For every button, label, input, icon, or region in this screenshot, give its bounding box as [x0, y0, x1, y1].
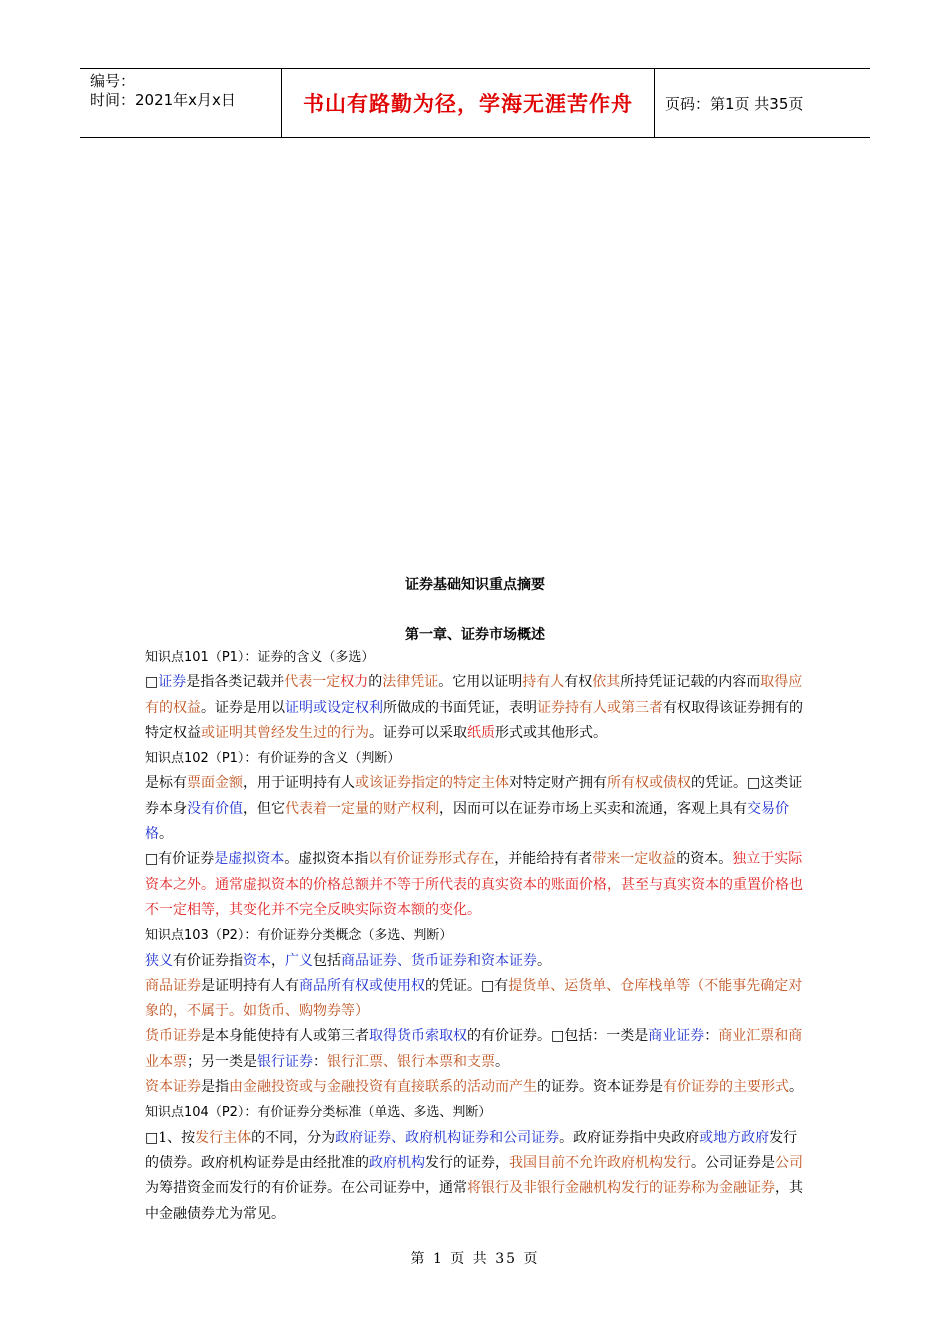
text-run: 商业汇票和商业本票	[145, 1028, 803, 1070]
text-run: ，并能给持有者	[494, 851, 593, 868]
text-run: 有权	[564, 674, 593, 691]
doc-number-label: 编号：	[90, 72, 136, 90]
text-run: ，用于证明持有人	[243, 775, 355, 792]
text-run: 有权取得该证券拥有的特定权益	[145, 699, 803, 741]
text-run: 资本	[243, 952, 271, 969]
text-run: 财产权利	[383, 800, 439, 817]
text-run: 提货单、运货单、仓库栈单等（不能事先确定对象的，不属于。如货币、购物券等）	[145, 977, 803, 1020]
text-run: 资本证券	[145, 1079, 201, 1096]
text-run: 。证券是用以	[201, 699, 285, 716]
text-run: 我国目前不允许政府机构发行	[509, 1154, 691, 1171]
kp103-paragraph-2	[145, 974, 810, 1025]
text-run: 是指各类记载并	[186, 674, 285, 691]
text-run: 所做成的书面凭证，表明	[383, 699, 537, 716]
text-run: 狭义	[145, 952, 173, 969]
text-run: 银行证券	[257, 1053, 313, 1070]
text-run: 。公司证券是	[691, 1154, 775, 1171]
text-run: 。	[495, 1053, 509, 1070]
text-run: 证明或设定权利	[285, 699, 383, 716]
text-run: 的资本。	[676, 851, 733, 868]
text-run: 依其	[592, 674, 621, 691]
text-run: □有价证券	[145, 851, 215, 868]
text-run: 取得应有的	[145, 674, 803, 716]
text-run: 或该证券指定的特定主体	[355, 775, 509, 792]
text-run: 证券持有人或第三者	[537, 699, 663, 716]
text-run: 是本身能使持有人或第三者	[201, 1028, 369, 1045]
text-run: 广义	[285, 952, 313, 969]
text-run: 权力	[340, 674, 369, 691]
header-motto: 书山有路勤为径，学海无涯苦作舟	[282, 69, 655, 137]
text-run: ，但它	[243, 800, 285, 817]
text-run: 票面金额	[187, 775, 243, 792]
text-run: 包括	[313, 952, 341, 969]
kp101-heading: 知识点101（P1）：证券的含义（多选）	[145, 650, 375, 665]
text-run: □1、按	[145, 1129, 196, 1146]
text-run: 是指	[201, 1079, 229, 1096]
text-run: 。虚拟资本指	[284, 851, 369, 868]
text-run: 的凭证。□有	[425, 977, 509, 994]
text-run: ，	[271, 952, 285, 969]
header-page-info: 页码：第1页 共35页	[665, 94, 804, 113]
header-left-cell	[80, 69, 282, 137]
kp103-paragraph-3	[145, 1024, 810, 1075]
kp103-paragraph-4	[145, 1075, 810, 1100]
page-footer: 第 1 页 共 35 页	[410, 1251, 540, 1267]
text-run: 的有价证券。□包括：一类是	[467, 1028, 649, 1045]
kp104-paragraph-1	[145, 1126, 810, 1227]
text-run: 权益	[173, 699, 201, 716]
text-run: 或证明其曾经发生过的行为	[201, 724, 369, 741]
text-run: 法律凭证	[382, 674, 439, 691]
text-run: 将银行及非银行金融机构发行的证券称为金融证券	[467, 1180, 775, 1197]
text-run: 交易价格	[145, 800, 789, 843]
kp102-heading: 知识点102（P1）：有价证券的含义（判断）	[145, 751, 401, 767]
text-run: 代表一定	[284, 674, 341, 691]
text-run: 形式或其他形式。	[495, 724, 607, 741]
text-run: 有价证券的主要形式	[663, 1079, 789, 1096]
text-run: ：	[313, 1053, 327, 1070]
text-run: 货币证券	[145, 1028, 201, 1045]
text-run: 。	[159, 826, 173, 843]
text-run: 商品所有权或使用权	[299, 977, 425, 994]
kp102-paragraph-1	[145, 771, 810, 847]
text-run: 持有人	[522, 674, 565, 691]
text-run: ，其中金融债券尤为常见。	[145, 1180, 803, 1222]
text-run: 或地方政府	[699, 1129, 770, 1146]
text-run: 政府机构	[369, 1154, 425, 1171]
text-run: 有价证券指	[173, 952, 243, 969]
text-run: 由金融投资或与金融投资有直接联系的活动而产生	[229, 1079, 537, 1096]
text-run: 没有价值	[187, 800, 243, 817]
text-run: 的凭证。□这类证券本身	[145, 775, 803, 817]
text-run: 银行汇票、银行本票和支票	[327, 1053, 495, 1070]
kp103-paragraph-1	[145, 949, 810, 974]
text-run: 。	[537, 952, 551, 969]
kp104-heading: 知识点104（P2）：有价证券分类标准（单选、多选、判断）	[145, 1105, 492, 1121]
text-run: 商品证券、货币证券和资本证券	[341, 952, 537, 969]
text-run: 发行主体	[195, 1129, 252, 1146]
text-run: ；另一类是	[187, 1053, 257, 1070]
text-run: 的不同，分为	[251, 1129, 336, 1146]
kp103-heading: 知识点103（P2）：有价证券分类概念（多选、判断）	[145, 928, 453, 944]
text-run: 取得货币索取权	[369, 1028, 467, 1045]
document-body	[145, 645, 810, 1227]
text-run: □	[145, 674, 159, 691]
text-run: 是虚拟资本	[214, 851, 285, 868]
text-run: 所有权或债权	[607, 775, 691, 792]
text-run: 所持凭证记载的内容而	[620, 674, 761, 691]
text-run: 。它用以证明	[438, 674, 523, 691]
text-run: 证券	[158, 674, 187, 691]
text-run: 是证明持有人有	[201, 977, 299, 994]
doc-time-label: 时间：2021年x月x日	[90, 91, 236, 109]
text-run: 商品证券	[145, 977, 201, 994]
document-title: 证券基础知识重点摘要	[405, 577, 545, 593]
text-run: 发行的债券。政府机构证券是由经批准的	[145, 1129, 798, 1171]
page-header	[80, 68, 870, 138]
chapter-title: 第一章、证券市场概述	[405, 627, 545, 643]
text-run: 的证券。资本证券是	[537, 1079, 663, 1096]
text-run: 。政府证券指中央政府	[559, 1129, 700, 1146]
kp102-paragraph-2	[145, 847, 810, 923]
text-run: 商业证券	[648, 1028, 705, 1045]
text-run: 政府证券、政府机构证券和公司证券	[335, 1129, 560, 1146]
text-run: ：	[704, 1028, 719, 1045]
text-run: 以有价证券形式存在	[368, 851, 495, 868]
text-run: 的	[368, 674, 383, 691]
text-run: 公司	[775, 1154, 803, 1171]
text-run: 纸质	[467, 724, 495, 741]
text-run: 是标有	[145, 775, 187, 792]
text-run: 为筹措资金而发行的有价证券。在公司证券中，通常	[145, 1180, 467, 1197]
text-run: ，因而可以在证券市场上买卖和流通，客观上具有	[439, 800, 747, 817]
text-run: 独立于实际资本之外。通常虚拟资本的价格总额并不等于所代表的真实资本的账面价格，甚至与真实资本的重置价格也不一定相等，其变化并不完全反映实际资本额的变化。	[145, 851, 803, 918]
text-run: 带来一定收益	[592, 851, 677, 868]
kp101-paragraph	[145, 670, 810, 746]
text-run: 。	[789, 1079, 803, 1096]
text-run: 对特定财产拥有	[509, 775, 607, 792]
text-run: 发行的证券，	[425, 1154, 509, 1171]
text-run: 。证券可以采取	[369, 724, 467, 741]
text-run: 代表着一定量的	[285, 800, 383, 817]
